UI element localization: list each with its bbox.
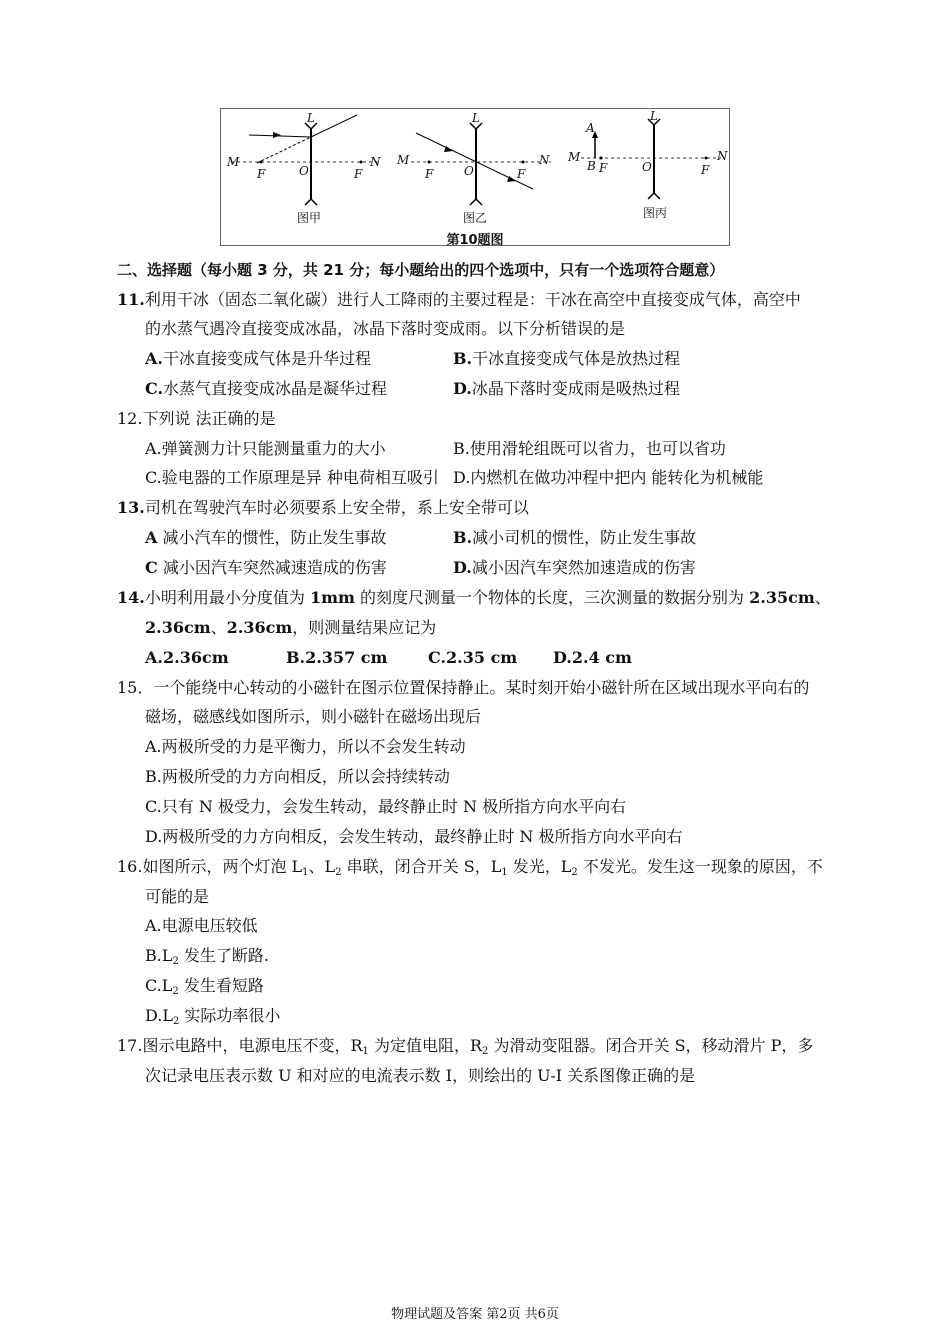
label-F: F	[701, 163, 710, 177]
option-12-b: B.使用滑轮组既可以省力，也可以省功	[453, 439, 726, 458]
option-11-c: C.水蒸气直接变成冰晶是凝华过程	[145, 379, 388, 398]
panel-title: 图丙	[643, 206, 668, 220]
option-11-a: A.干冰直接变成气体是升华过程	[145, 349, 371, 368]
label-O: O	[299, 164, 309, 178]
option-12-d: D.内燃机在做功冲程中把内 能转化为机械能	[453, 468, 764, 487]
option-16-c: $C.L_2$ 发生看短路	[145, 976, 264, 997]
label-L: L	[307, 111, 315, 125]
question-13-stem: 13.司机在驾驶汽车时必须要系上安全带，系上安全带可以	[117, 498, 529, 517]
option-16-a: A.电源电压较低	[145, 916, 258, 935]
label-L: L	[472, 111, 480, 125]
label-M: M	[568, 150, 581, 164]
option-13-b: B.减小司机的惯性，防止发生事故	[453, 528, 697, 547]
label-M: M	[397, 153, 410, 167]
label-F: F	[517, 167, 526, 181]
question-11-stem: 11.利用干冰（固态二氧化碳）进行人工降雨的主要过程是：干冰在高空中直接变成气体，高空中	[117, 290, 801, 309]
panel-title: 图甲	[297, 211, 322, 225]
label-O: O	[642, 160, 652, 174]
option-13-c: C 减小因汽车突然减速造成的伤害	[145, 558, 387, 577]
panel-bing	[581, 119, 721, 199]
option-12-c: C.验电器的工作原理是异 种电荷相互吸引	[145, 468, 439, 487]
question-15-stem: 15．一个能绕中心转动的小磁针在图示位置保持静止。某时刻开始小磁针所在区域出现水平向右的	[117, 678, 810, 697]
figure-caption: 第10题图	[446, 233, 504, 248]
page-footer: 物理试题及答案 第2页 共6页	[391, 1307, 559, 1322]
option-13-a: A 减小汽车的惯性，防止发生事故	[145, 528, 387, 547]
label-F: F	[354, 167, 363, 181]
option-15-c: C.只有 N 极受力，会发生转动，最终静止时 N 极所指方向水平向右	[145, 797, 627, 816]
label-F: F	[425, 167, 434, 181]
label-N: N	[539, 153, 550, 167]
label-B: B	[587, 159, 596, 173]
question-14-stem-cont: 2.36cm、2.36cm，则测量结果应记为	[145, 618, 437, 637]
option-12-a: A.弹簧测力计只能测量重力的大小	[145, 439, 386, 458]
option-15-d: D.两极所受的力方向相反，会发生转动，最终静止时 N 极所指方向水平向右	[145, 827, 683, 846]
question-15-stem-cont: 磁场，磁感线如图所示，则小磁针在磁场出现后	[145, 707, 482, 726]
option-13-d: D.减小因汽车突然加速造成的伤害	[453, 558, 696, 577]
label-F: F	[599, 161, 608, 175]
label-F: F	[257, 167, 266, 181]
section-heading: 二、选择题（每小题 3 分，共 21 分；每小题给出的四个选项中，只有一个选项符合题意）	[117, 261, 725, 279]
lens-diagrams	[221, 109, 731, 247]
option-15-a: A.两极所受的力是平衡力，所以不会发生转动	[145, 737, 466, 756]
option-14-c: C.2.35 cm	[428, 648, 518, 667]
question-12-stem: 12.下列说 法正确的是	[117, 409, 276, 428]
option-11-b: B.干冰直接变成气体是放热过程	[453, 349, 681, 368]
label-A: A	[586, 121, 595, 135]
panel-jia	[231, 115, 381, 205]
label-L: L	[650, 109, 658, 123]
question-17-stem-cont: 次记录电压表示数 U 和对应的电流表示数 I，则绘出的 U-I 关系图像正确的是	[145, 1066, 696, 1085]
option-14-b: B.2.357 cm	[286, 648, 388, 667]
question-11-stem-cont: 的水蒸气遇冷直接变成冰晶，冰晶下落时变成雨。以下分析错误的是	[145, 319, 626, 338]
panel-title: 图乙	[463, 211, 488, 225]
question-16-stem-cont: 可能的是	[145, 887, 210, 906]
label-N: N	[370, 155, 381, 169]
option-14-d: D.2.4 cm	[553, 648, 632, 667]
label-O: O	[464, 164, 474, 178]
option-15-b: B.两极所受的力方向相反，所以会持续转动	[145, 767, 450, 786]
option-14-a: A.2.36cm	[145, 648, 229, 667]
label-M: M	[227, 155, 240, 169]
option-16-d: $D.L_2$ 实际功率很小	[145, 1006, 281, 1027]
question-16-stem: 16.如图所示，两个灯泡 $L_1$、$L_2$ 串联，闭合开关 S，$L_1$ 发光，$L_2$ 不发光。发生这一现象的原因，不	[117, 857, 823, 878]
question-14-stem: 14.小明利用最小分度值为 1mm 的刻度尺测量一个物体的长度，三次测量的数据分别为 2.35cm、	[117, 588, 831, 607]
option-16-b: $B.L_2$ 发生了断路.	[145, 946, 270, 967]
figure-10	[220, 108, 730, 246]
question-17-stem: 17.图示电路中，电源电压不变，$R_1$ 为定值电阻，$R_2$ 为滑动变阻器。闭合开关 S，移动滑片 P，多	[117, 1036, 814, 1057]
panel-yi	[411, 123, 551, 205]
option-11-d: D.冰晶下落时变成雨是吸热过程	[453, 379, 680, 398]
label-N: N	[717, 149, 728, 163]
